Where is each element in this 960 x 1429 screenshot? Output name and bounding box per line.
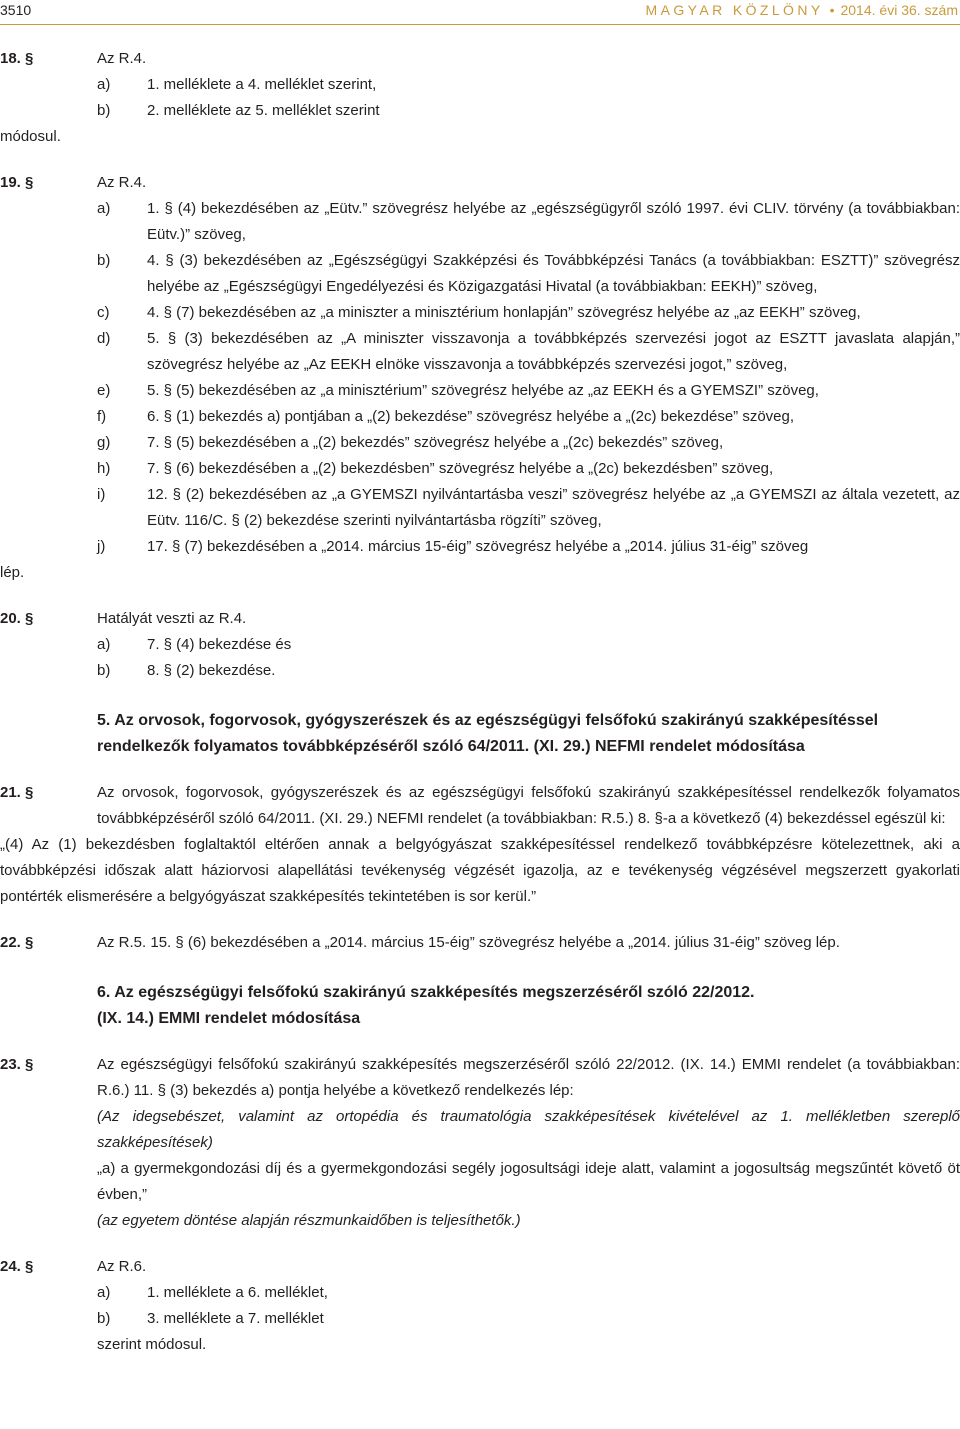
item-letter: b)	[97, 662, 111, 679]
section-number: 18. §	[0, 50, 34, 67]
item-letter: j)	[97, 538, 106, 555]
context-note: (az egyetem döntése alapján részmunkaidőben is teljesíthetők.)	[97, 1212, 521, 1229]
list-item	[97, 430, 960, 456]
item-text: 7. § (6) bekezdésében a „(2) bekezdésben” szövegrész helyébe a „(2c) bekezdésben” szöveg,	[147, 460, 774, 477]
header-rule	[0, 24, 960, 25]
section-21	[0, 780, 960, 910]
section-24	[0, 1254, 960, 1358]
list-item	[97, 326, 960, 378]
section-number: 24. §	[0, 1258, 34, 1275]
item-text: 7. § (5) bekezdésében a „(2) bekezdés” szövegrész helyébe a „(2c) bekezdés” szöveg,	[147, 434, 724, 451]
item-letter: e)	[97, 382, 111, 399]
item-letter: a)	[97, 636, 111, 653]
list-item	[97, 1280, 960, 1306]
section-tail: szerint módosul.	[97, 1336, 207, 1353]
item-text: 1. melléklete a 6. melléklet,	[147, 1284, 328, 1301]
issue-label: 2014. évi 36. szám	[840, 2, 958, 18]
document-body	[0, 46, 960, 1358]
item-text: 12. § (2) bekezdésében az „a GYEMSZI nyilvántartásba veszi” szövegrész helyébe az „a GYEMSZI az általa vezetett, az Eütv. 116/C. § (2) bekezdése szerinti nyilvántartásba rögzíti” szöveg,	[147, 486, 960, 529]
item-letter: a)	[97, 200, 111, 217]
item-text: 6. § (1) bekezdés a) pontjában a „(2) bekezdése” szövegrész helyébe a „(2c) bekezdése” szöveg,	[147, 408, 795, 425]
context-note: (Az idegsebészet, valamint az ortopédia és traumatológia szakképesítések kivételével az 1. mellékletben szereplő szakképesítések)	[97, 1108, 960, 1151]
list-item	[97, 632, 960, 658]
section-tail: módosul.	[0, 128, 61, 145]
item-letter: i)	[97, 486, 106, 503]
section-intro: Az R.4.	[97, 50, 147, 67]
item-letter: b)	[97, 252, 111, 269]
section-paragraph: Az orvosok, fogorvosok, gyógyszerészek és az egészségügyi felsőfokú szakirányú szakképesítéssel rendelkezők folyamatos továbbképzéséről szóló 64/2011. (XI. 29.) NEFMI rendelet (a továbbiakban: R.5.) 8. §-a a következő (4) bekezdéssel egészül ki:	[97, 784, 960, 827]
section-intro: Az R.6.	[97, 1258, 147, 1275]
item-text: 5. § (5) bekezdésében az „a minisztérium” szövegrész helyébe az „az EEKH és a GYEMSZI” szöveg,	[147, 382, 819, 399]
section-number: 23. §	[0, 1056, 34, 1073]
item-letter: c)	[97, 304, 110, 321]
item-text: 1. melléklete a 4. melléklet szerint,	[147, 76, 377, 93]
section-19	[0, 170, 960, 586]
section-tail: lép.	[0, 564, 25, 581]
item-text: 7. § (4) bekezdése és	[147, 636, 292, 653]
item-text: 4. § (7) bekezdésében az „a miniszter a minisztérium honlapján” szövegrész helyébe az „az EEKH” szöveg,	[147, 304, 861, 321]
section-22	[0, 930, 960, 956]
list-item	[97, 1306, 960, 1332]
section-paragraph: Az egészségügyi felsőfokú szakirányú szakképesítés megszerzéséről szóló 22/2012. (IX. 14.) EMMI rendelet (a továbbiakban: R.6.) 11. § (3) bekezdés a) pontja helyébe a következő rendelkezés lép:	[97, 1056, 960, 1099]
item-text: 17. § (7) bekezdésében a „2014. március 15-éig” szövegrész helyébe a „2014. július 31-éig” szöveg	[147, 538, 809, 555]
list-item	[97, 456, 960, 482]
item-letter: f)	[97, 408, 107, 425]
list-item	[97, 482, 960, 534]
section-number: 19. §	[0, 174, 34, 191]
section-intro: Hatályát veszti az R.4.	[97, 610, 247, 627]
item-letter: g)	[97, 434, 111, 451]
item-text: 1. § (4) bekezdésében az „Eütv.” szövegrész helyébe az „egészségügyről szóló 1997. évi CLIV. törvény (a továbbiakban: Eütv.)” szöveg,	[147, 200, 960, 243]
item-text: 8. § (2) bekezdése.	[147, 662, 276, 679]
section-number: 21. §	[0, 784, 34, 801]
page-number: 3510	[0, 2, 32, 18]
quoted-provision: „(4) Az (1) bekezdésben foglaltaktól eltérően annak a belgyógyászat szakképesítéssel rendelkező továbbképzésre kötelezettnek, aki a továbbképzési időszak alatt háziorvosi alapellátási tevékenység végzését igazolja, az e tevékenység végzésével megszerzett gyakorlati pontérték elismerésére a belgyógyászat szakképesítés tekintetében is sor kerül.”	[0, 836, 960, 905]
section-20	[0, 606, 960, 684]
chapter-heading-6: 6. Az egészségügyi felsőfokú szakirányú szakképesítés megszerzéséről szóló 22/2012. (IX. 14.) EMMI rendelet módosítása	[97, 984, 755, 1027]
list-item	[97, 378, 960, 404]
item-letter: h)	[97, 460, 111, 477]
item-text: 5. § (3) bekezdésében az „A miniszter visszavonja a továbbképzés szervezési jogot az ESZTT javaslata alapján,” szövegrész helyébe az „Az EEKH elnöke visszavonja a továbbképzés szervezési jogot,” szöveg,	[147, 330, 960, 373]
section-paragraph: Az R.5. 15. § (6) bekezdésében a „2014. március 15-éig” szövegrész helyébe a „2014. július 31-éig” szöveg lép.	[97, 934, 840, 951]
section-number: 22. §	[0, 934, 34, 951]
list-item	[97, 196, 960, 248]
list-item	[97, 98, 960, 124]
item-text: 3. melléklete a 7. melléklet	[147, 1310, 324, 1327]
quoted-provision: „a) a gyermekgondozási díj és a gyermekgondozási segély jogosultsági ideje alatt, valamint a jogosultság megszűntét követő öt évben,”	[97, 1160, 960, 1203]
journal-info	[646, 2, 958, 18]
page-header	[0, 0, 960, 22]
list-item	[97, 404, 960, 430]
item-letter: d)	[97, 330, 111, 347]
list-item	[97, 300, 960, 326]
list-item	[97, 658, 960, 684]
item-text: 2. melléklete az 5. melléklet szerint	[147, 102, 380, 119]
journal-title: MAGYAR KÖZLÖNY	[645, 2, 824, 18]
list-item	[97, 72, 960, 98]
item-letter: a)	[97, 1284, 111, 1301]
item-text: 4. § (3) bekezdésében az „Egészségügyi Szakképzési és Továbbképzési Tanács (a továbbiakban: ESZTT)” szövegrész helyébe az „Egészségügyi Engedélyezési és Közigazgatási Hivatal (a továbbiakban: EEKH)” szöveg,	[147, 252, 960, 295]
separator-dot: •	[829, 2, 835, 18]
item-letter: b)	[97, 1310, 111, 1327]
list-item	[97, 248, 960, 300]
chapter-heading-5: 5. Az orvosok, fogorvosok, gyógyszerészek és az egészségügyi felsőfokú szakirányú szakképesítéssel rendelkezők folyamatos továbbképzéséről szóló 64/2011. (XI. 29.) NEFMI rendelet módosítása	[97, 712, 879, 755]
list-item	[97, 534, 960, 560]
section-intro: Az R.4.	[97, 174, 147, 191]
item-letter: a)	[97, 76, 111, 93]
section-number: 20. §	[0, 610, 34, 627]
section-23	[0, 1052, 960, 1234]
section-18	[0, 46, 960, 150]
item-letter: b)	[97, 102, 111, 119]
